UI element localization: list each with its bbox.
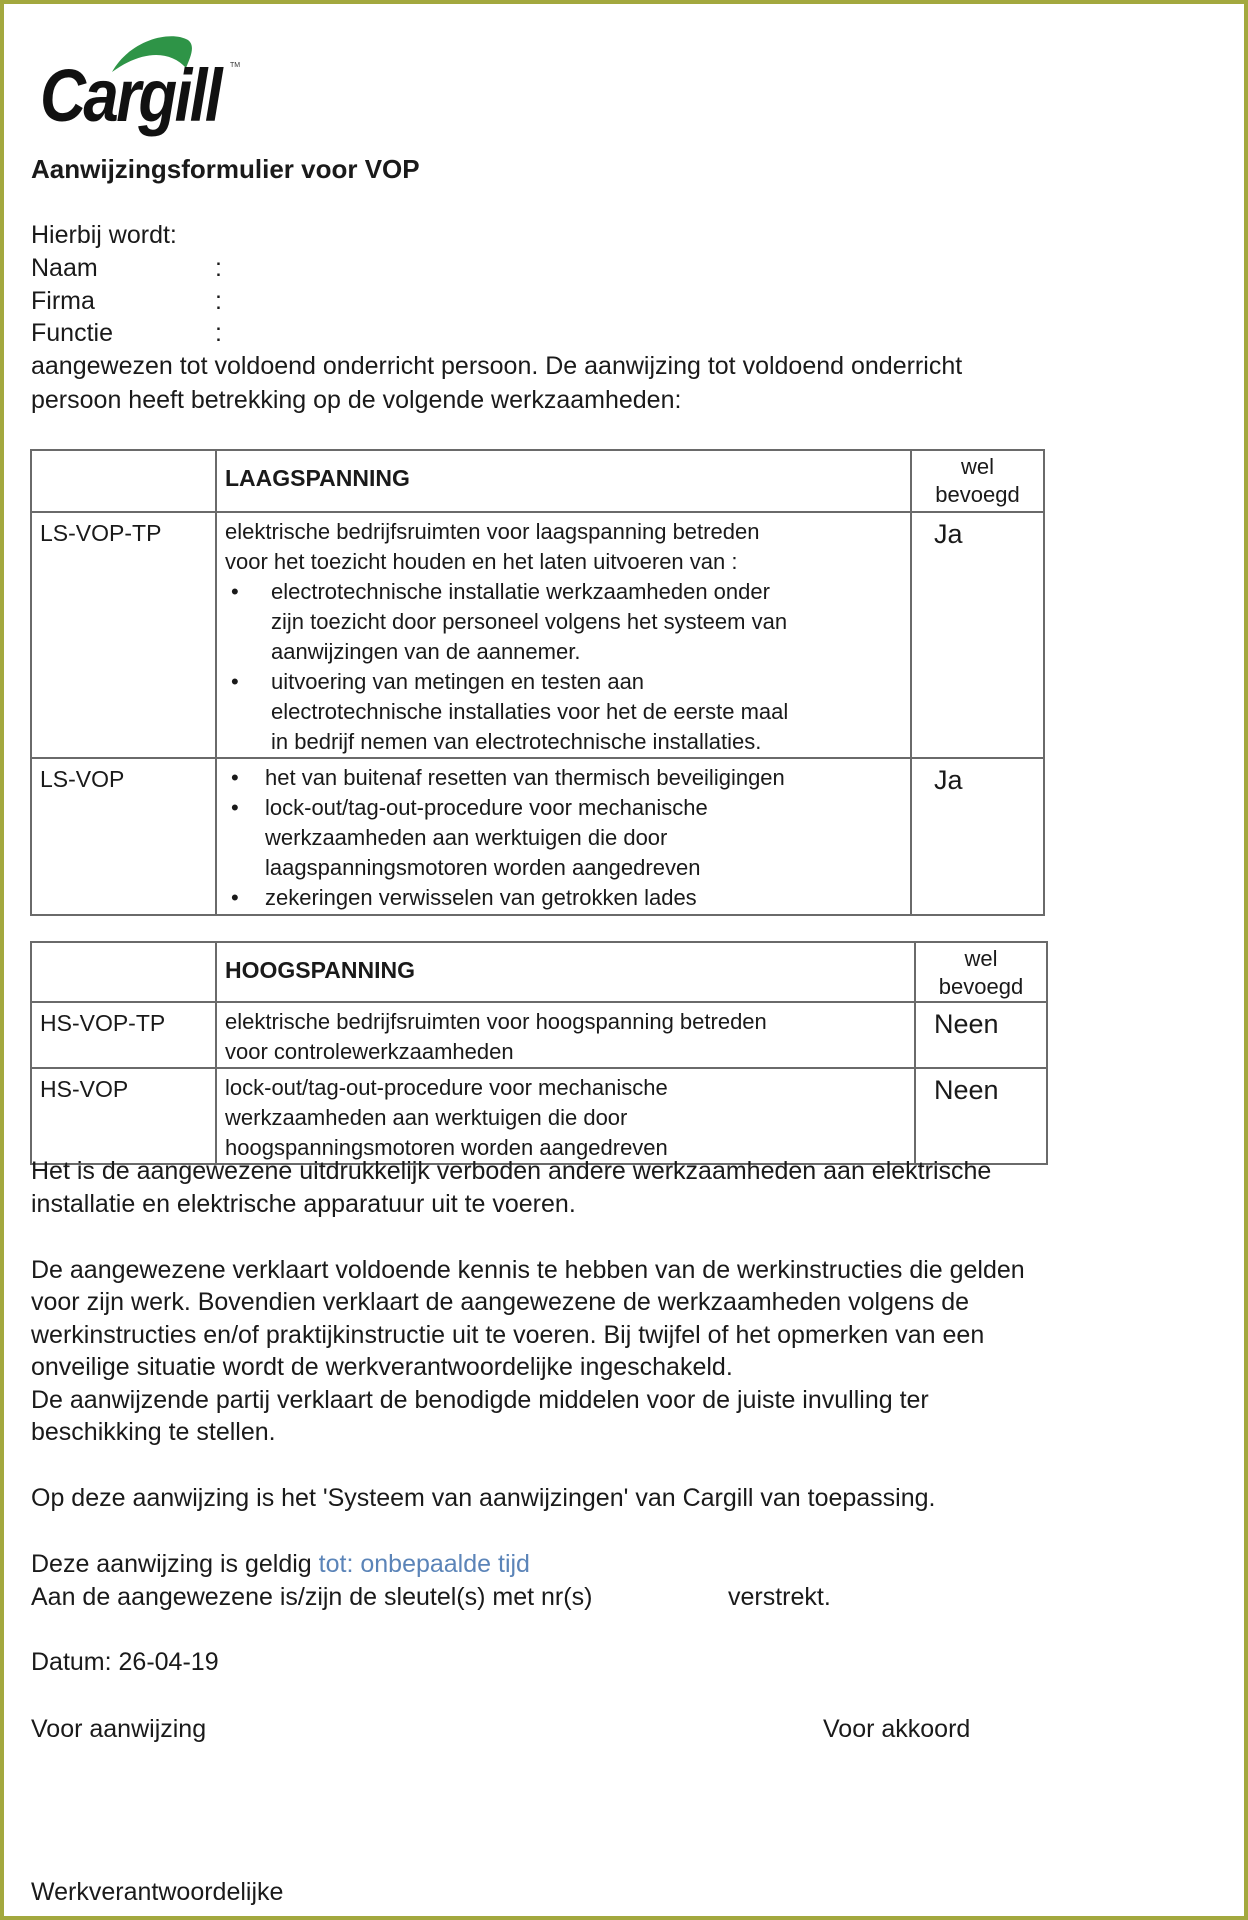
field-firma-value[interactable] — [240, 285, 840, 318]
bullet-list — [225, 577, 902, 757]
bullet-line: • zekeringen verwisselen van getrokken lades — [265, 885, 697, 910]
list-item — [225, 883, 902, 913]
wel-bevoegd-header — [911, 450, 1044, 512]
authorization-answer[interactable]: Ja — [911, 758, 1044, 915]
signature-label-left: Voor aanwijzing — [31, 1715, 207, 1743]
field-firma-colon: : — [215, 287, 222, 315]
row-description — [216, 758, 911, 915]
signature-label-right: Voor akkoord — [823, 1715, 971, 1743]
wel-bevoegd-header — [915, 942, 1047, 1002]
desc-line: voor het toezicht houden en het laten uitvoeren van : — [225, 549, 738, 574]
laagspanning-heading: LAAGSPANNING — [216, 450, 911, 512]
field-firma-label: Firma — [31, 287, 95, 315]
row-code: HS-VOP — [31, 1068, 216, 1164]
keys-suffix: verstrekt. — [728, 1583, 831, 1611]
table-header-row — [31, 450, 1044, 512]
row-code: HS-VOP-TP — [31, 1002, 216, 1068]
table-row — [31, 512, 1044, 758]
row-description — [216, 1002, 915, 1068]
bullet-line: • uitvoering van metingen en testen aan — [271, 669, 645, 694]
desc-line: elektrische bedrijfsruimten voor hoogspanning betreden — [225, 1009, 767, 1034]
cargill-logo — [30, 28, 250, 143]
intro-line-2: persoon heeft betrekking op de volgende werkzaamheden: — [31, 386, 682, 414]
row-description — [216, 1068, 915, 1164]
date-field: Datum: 26-04-19 — [31, 1648, 219, 1676]
prohibition-line-2: installatie en elektrische apparatuur uit te voeren. — [31, 1190, 576, 1218]
declaration-line: werkinstructies en/of praktijkinstructie uit te voeren. Bij twijfel of het opmerken van een — [31, 1321, 985, 1349]
row-description — [216, 512, 911, 758]
logo-wordmark: Cargill — [40, 54, 220, 137]
field-functie-value[interactable] — [240, 317, 840, 350]
page-title: Aanwijzingsformulier voor VOP — [31, 154, 420, 184]
intro-hierbij: Hierbij wordt: — [31, 221, 177, 249]
bullet-line: aanwijzingen van de aannemer. — [271, 639, 581, 664]
row-code: LS-VOP — [31, 758, 216, 915]
field-naam-label: Naam — [31, 254, 98, 282]
bullet-line: laagspanningsmotoren worden aangedreven — [265, 855, 701, 880]
desc-line: hoogspanningsmotoren worden aangedreven — [225, 1135, 668, 1160]
declaration-line: onveilige situatie wordt de werkverantwoordelijke ingeschakeld. — [31, 1353, 733, 1381]
validity-line — [31, 1548, 530, 1581]
bullet-line: werkzaamheden aan werktuigen die door — [265, 825, 668, 850]
row-code: LS-VOP-TP — [31, 512, 216, 758]
keys-prefix: Aan de aangewezene is/zijn de sleutel(s) met nr(s) — [31, 1583, 593, 1611]
bevoegd-label: bevoegd — [938, 974, 1024, 999]
authorization-answer[interactable]: Ja — [911, 512, 1044, 758]
authorization-answer[interactable]: Neen — [915, 1068, 1047, 1164]
field-naam-value[interactable] — [240, 252, 840, 285]
bullet-line: • lock-out/tag-out-procedure voor mechanische — [265, 795, 708, 820]
bullet-line: in bedrijf nemen van electrotechnische installaties. — [271, 729, 762, 754]
laagspanning-table — [30, 449, 1045, 916]
bullet-line: zijn toezicht door personeel volgens het systeem van — [271, 609, 788, 634]
trademark-mark: TM — [230, 62, 241, 69]
desc-line: voor controlewerkzaamheden — [225, 1039, 514, 1064]
prohibition-line-1: Het is de aangewezene uitdrukkelijk verboden andere werkzaamheden aan elektrische — [31, 1157, 992, 1185]
header-empty-cell — [31, 942, 216, 1002]
authorization-answer[interactable]: Neen — [915, 1002, 1047, 1068]
declaration-line: voor zijn werk. Bovendien verklaart de aangewezene de werkzaamheden volgens de — [31, 1288, 970, 1316]
desc-line: lock-out/tag-out-procedure voor mechanische — [225, 1075, 668, 1100]
list-item — [225, 667, 902, 757]
declaration-line: beschikking te stellen. — [31, 1418, 276, 1446]
signature-label-bottom: Werkverantwoordelijke — [31, 1878, 284, 1906]
wel-label: wel — [960, 454, 994, 479]
desc-line: elektrische bedrijfsruimten voor laagspanning betreden — [225, 519, 760, 544]
table-row — [31, 1002, 1047, 1068]
bevoegd-label: bevoegd — [935, 482, 1020, 507]
intro-line-1: aangewezen tot voldoend onderricht persoon. De aanwijzing tot voldoend onderricht — [31, 352, 963, 380]
hoogspanning-heading: HOOGSPANNING — [216, 942, 915, 1002]
header-empty-cell — [31, 450, 216, 512]
bullet-line: • het van buitenaf resetten van thermisch beveiligingen — [265, 765, 785, 790]
desc-line: werkzaamheden aan werktuigen die door — [225, 1105, 628, 1130]
bullet-list — [225, 763, 902, 913]
wel-label: wel — [964, 946, 998, 971]
hoogspanning-table — [30, 941, 1048, 1165]
validity-value[interactable]: tot: onbepaalde tijd — [318, 1550, 530, 1578]
table-header-row — [31, 942, 1047, 1002]
system-statement: Op deze aanwijzing is het 'Systeem van aanwijzingen' van Cargill van toepassing. — [31, 1484, 936, 1512]
bullet-line: electrotechnische installaties voor het de eerste maal — [271, 699, 789, 724]
list-item — [225, 793, 902, 883]
field-functie-label: Functie — [31, 319, 113, 347]
field-functie-colon: : — [215, 319, 222, 347]
table-row — [31, 1068, 1047, 1164]
list-item — [225, 577, 902, 667]
bullet-line: • electrotechnische installatie werkzaamheden onder — [271, 579, 770, 604]
field-naam-colon: : — [215, 254, 222, 282]
table-row — [31, 758, 1044, 915]
declaration-line: De aangewezene verklaart voldoende kennis te hebben van de werkinstructies die gelden — [31, 1256, 1025, 1284]
validity-prefix: Deze aanwijzing is geldig — [31, 1550, 319, 1578]
list-item — [225, 763, 902, 793]
declaration-line: De aanwijzende partij verklaart de benodigde middelen voor de juiste invulling ter — [31, 1386, 929, 1414]
